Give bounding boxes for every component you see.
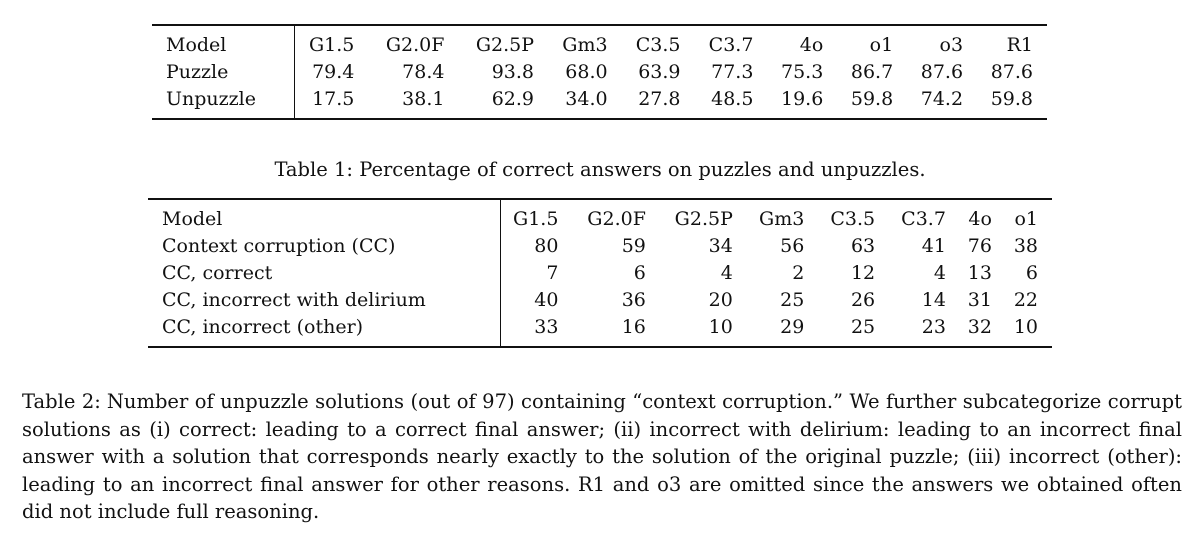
table-1-header-cell: G1.5	[309, 34, 355, 56]
table-2-cell: 14	[921, 289, 946, 311]
table-1-caption-text: Percentage of correct answers on puzzles and unpuzzles.	[359, 158, 926, 181]
table-1-cell: 63.9	[638, 61, 681, 83]
table-2-header-cell: G1.5	[513, 208, 559, 230]
table-2-cell: 34	[708, 235, 733, 257]
table-2-row-label: CC, incorrect with delirium	[148, 287, 500, 314]
table-1-cell: 74.2	[920, 88, 964, 110]
table-2-cell: 6	[1025, 262, 1038, 284]
table-2-cell: 13	[967, 262, 992, 284]
table-1-cell: 48.5	[711, 88, 754, 110]
table-2-cell: 41	[921, 235, 946, 257]
table-2-cell: 59	[621, 235, 646, 257]
table-2-cell: 29	[780, 316, 805, 338]
table-2-header-cell: G2.5P	[674, 208, 733, 230]
table-2-cell: 33	[534, 316, 559, 338]
table-1-cell: 68.0	[565, 61, 608, 83]
table-2-row-cc-delirium	[148, 287, 1052, 314]
table-1-cell: 93.8	[491, 61, 535, 83]
table-1-header-cell: C3.5	[635, 34, 681, 56]
table-1-cell: 17.5	[312, 88, 355, 110]
table-2-row-cc-other	[148, 314, 1052, 347]
table-2-header-cell: Gm3	[759, 208, 805, 230]
table-1-row-label: Puzzle	[152, 59, 294, 86]
table-1-cell: 78.4	[402, 61, 445, 83]
table-2-row-cc-correct	[148, 260, 1052, 287]
table-2	[148, 198, 1052, 348]
table-2-cell: 16	[621, 316, 646, 338]
table-2-cell: 40	[534, 289, 559, 311]
table-2-cell: 4	[720, 262, 733, 284]
table-1-header-cell: 4o	[799, 34, 824, 56]
table-1-cell: 77.3	[711, 61, 754, 83]
table-2-cell: 12	[850, 262, 876, 284]
table-2-cell: 63	[850, 235, 876, 257]
table-1-header-row	[152, 25, 1047, 59]
table-2-cell: 38	[1013, 235, 1038, 257]
table-1-caption-label: Table 1:	[274, 158, 353, 181]
table-2-cell: 10	[1013, 316, 1038, 338]
table-2-cell: 20	[708, 289, 733, 311]
table-1	[152, 24, 1047, 120]
table-1-caption	[0, 158, 1200, 181]
table-2-cell: 26	[850, 289, 876, 311]
table-1-cell: 19.6	[781, 88, 824, 110]
table-2-cell: 7	[546, 262, 559, 284]
table-2-cell: 56	[780, 235, 805, 257]
table-1-header-cell: Model	[152, 25, 294, 59]
table-1-cell: 87.6	[920, 61, 964, 83]
table-1-header-cell: R1	[1006, 34, 1033, 56]
table-2-row-label: Context corruption (CC)	[148, 233, 500, 260]
table-1-header-cell: Gm3	[562, 34, 608, 56]
table-2-header-cell: Model	[148, 199, 500, 233]
table-2-header-cell: G2.0F	[587, 208, 646, 230]
table-1-cell: 75.3	[781, 61, 824, 83]
table-2-cell: 2	[792, 262, 805, 284]
table-1-header-cell: C3.7	[708, 34, 754, 56]
table-1-cell: 87.6	[990, 61, 1033, 83]
table-1-cell: 62.9	[491, 88, 535, 110]
table-2-cell: 6	[633, 262, 646, 284]
table-1-row-label: Unpuzzle	[152, 86, 294, 119]
table-1-header-cell: o1	[869, 34, 894, 56]
table-2-header-cell: 4o	[968, 208, 992, 230]
table-2-header-cell: C3.5	[830, 208, 876, 230]
table-2-cell: 32	[967, 316, 992, 338]
table-2-header-cell: C3.7	[901, 208, 946, 230]
table-1-row-unpuzzle	[152, 86, 1047, 119]
table-2-caption-label: Table 2:	[22, 390, 101, 413]
table-2-row-context-corruption	[148, 233, 1052, 260]
table-1-cell: 79.4	[312, 61, 355, 83]
table-1-cell: 59.8	[990, 88, 1033, 110]
table-2-header-cell: o1	[1014, 208, 1038, 230]
table-1-header-cell: o3	[939, 34, 964, 56]
table-2-cell: 80	[534, 235, 559, 257]
table-1-cell: 34.0	[565, 88, 608, 110]
table-1-cell: 38.1	[402, 88, 445, 110]
table-1-cell: 59.8	[850, 88, 894, 110]
table-2-cell: 10	[708, 316, 733, 338]
table-2-row-label: CC, correct	[148, 260, 500, 287]
table-1-cell: 27.8	[638, 88, 681, 110]
table-2-caption	[22, 388, 1182, 526]
table-2-cell: 36	[621, 289, 646, 311]
table-2-header-row	[148, 199, 1052, 233]
table-2-cell: 4	[933, 262, 946, 284]
table-2-row-label: CC, incorrect (other)	[148, 314, 500, 347]
table-2-caption-text: Number of unpuzzle solutions (out of 97) containing “context corruption.” We further subcategorize corrupt solutions as (i) correct: leading to a correct final answer; (ii) incorrect with delirium: leading to an incorrect final answer with a solution that corresponds nearly exactly to the solution of the original puzzle; (iii) incorrect (other): leading to an incorrect final answer for other reasons. R1 and o3 are omitted since the answers we obtained often did not include full reasoning.	[22, 390, 1182, 523]
table-2-cell: 25	[780, 289, 805, 311]
table-2-cell: 23	[921, 316, 946, 338]
table-2-cell: 76	[967, 235, 992, 257]
table-2-cell: 22	[1013, 289, 1038, 311]
table-1-header-cell: G2.5P	[475, 34, 535, 56]
table-2-cell: 25	[850, 316, 876, 338]
table-1-header-cell: G2.0F	[385, 34, 445, 56]
table-1-cell: 86.7	[850, 61, 894, 83]
table-2-cell: 31	[967, 289, 992, 311]
table-1-row-puzzle	[152, 59, 1047, 86]
